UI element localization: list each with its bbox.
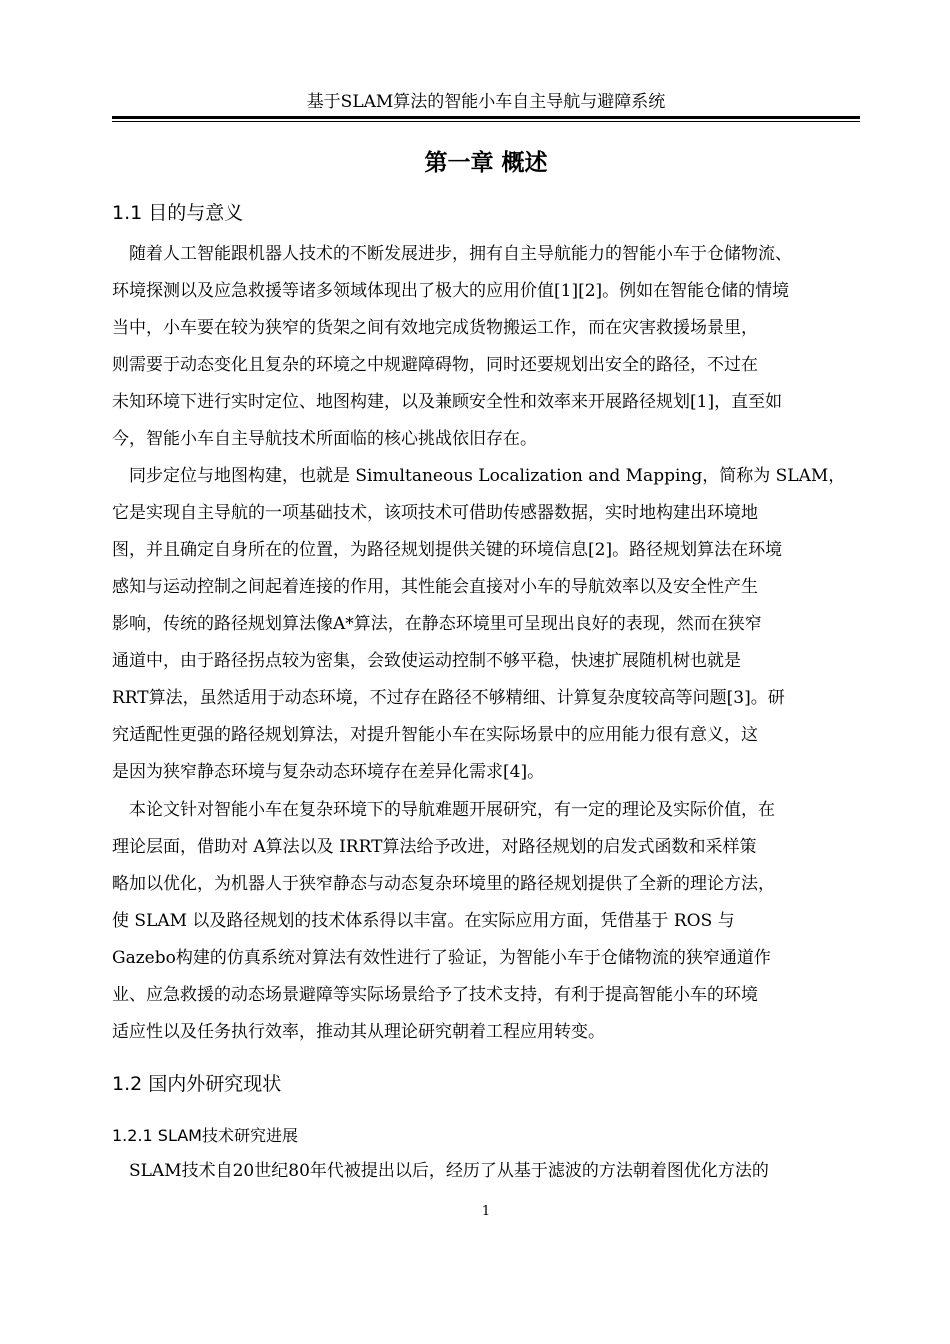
text-line: 图，并且确定自身所在的位置，为路径规划提供关键的环境信息[2]。路径规划算法在环境: [112, 540, 783, 560]
chapter-title: 第一章 概述: [424, 150, 548, 176]
text-line: 环境探测以及应急救援等诸多领域体现出了极大的应用价值[1][2]。例如在智能仓储的情境: [112, 281, 790, 301]
text-line: 它是实现自主导航的一项基础技术，该项技术可借助传感器数据，实时地构建出环境地: [112, 503, 758, 523]
text-line: 略加以优化，为机器人于狭窄静态与动态复杂环境里的路径规划提供了全新的理论方法，: [112, 874, 775, 894]
section-heading-1-1: 1.1 目的与意义: [112, 202, 244, 224]
text-line: 当中，小车要在较为狭窄的货架之间有效地完成货物搬运工作，而在灾害救援场景里，: [112, 318, 758, 338]
text-line: 感知与运动控制之间起着连接的作用，其性能会直接对小车的导航效率以及安全性产生: [112, 577, 758, 597]
paragraph: [112, 1153, 860, 1190]
text-line: 随着人工智能跟机器人技术的不断发展进步，拥有自主导航能力的智能小车于仓储物流、: [129, 244, 792, 264]
text-line: 同步定位与地图构建，也就是 Simultaneous Localization and Mapping，简称为 SLAM，: [129, 466, 846, 486]
paragraph: [112, 236, 860, 458]
subsection-heading-1-2-1: 1.2.1 SLAM技术研究进展: [112, 1126, 298, 1145]
header-rule-thick: [112, 116, 860, 119]
running-header: 基于SLAM算法的智能小车自主导航与避障系统: [306, 92, 666, 112]
paragraph: [112, 792, 860, 1051]
paragraph: [112, 458, 860, 791]
text-line: SLAM技术自20世纪80年代被提出以后，经历了从基于滤波的方法朝着图优化方法的: [129, 1161, 769, 1181]
text-line: 理论层面，借助对 A算法以及 IRRT算法给予改进，对路径规划的启发式函数和采样策: [112, 837, 757, 857]
text-line: 适应性以及任务执行效率，推动其从理论研究朝着工程应用转变。: [112, 1022, 605, 1042]
text-line: RRT算法，虽然适用于动态环境，不过存在路径不够精细、计算复杂度较高等问题[3]。研: [112, 688, 785, 708]
text-line: 是因为狭窄静态环境与复杂动态环境存在差异化需求[4]。: [112, 762, 545, 782]
text-line: 业、应急救援的动态场景避障等实际场景给予了技术支持，有利于提高智能小车的环境: [112, 985, 758, 1005]
text-line: 本论文针对智能小车在复杂环境下的导航难题开展研究，有一定的理论及实际价值，在: [129, 800, 775, 820]
text-line: 影响，传统的路径规划算法像A*算法，在静态环境里可呈现出良好的表现，然而在狭窄: [112, 614, 762, 634]
page-number: 1: [481, 1204, 491, 1219]
text-line: 今，智能小车自主导航技术所面临的核心挑战依旧存在。: [112, 429, 537, 449]
text-line: Gazebo构建的仿真系统对算法有效性进行了验证，为智能小车于仓储物流的狭窄通道作: [112, 948, 771, 968]
section-heading-1-2: 1.2 国内外研究现状: [112, 1073, 282, 1095]
text-line: 未知环境下进行实时定位、地图构建，以及兼顾安全性和效率来开展路径规划[1]，直至如: [112, 392, 783, 412]
text-line: 使 SLAM 以及路径规划的技术体系得以丰富。在实际应用方面，凭借基于 ROS 与: [112, 911, 735, 931]
text-line: 则需要于动态变化且复杂的环境之中规避障碍物，同时还要规划出安全的路径，不过在: [112, 355, 758, 375]
text-line: 通道中，由于路径拐点较为密集，会致使运动控制不够平稳，快速扩展随机树也就是: [112, 651, 741, 671]
header-rule-thin: [112, 121, 860, 122]
text-line: 究适配性更强的路径规划算法，对提升智能小车在实际场景中的应用能力很有意义，这: [112, 725, 758, 745]
